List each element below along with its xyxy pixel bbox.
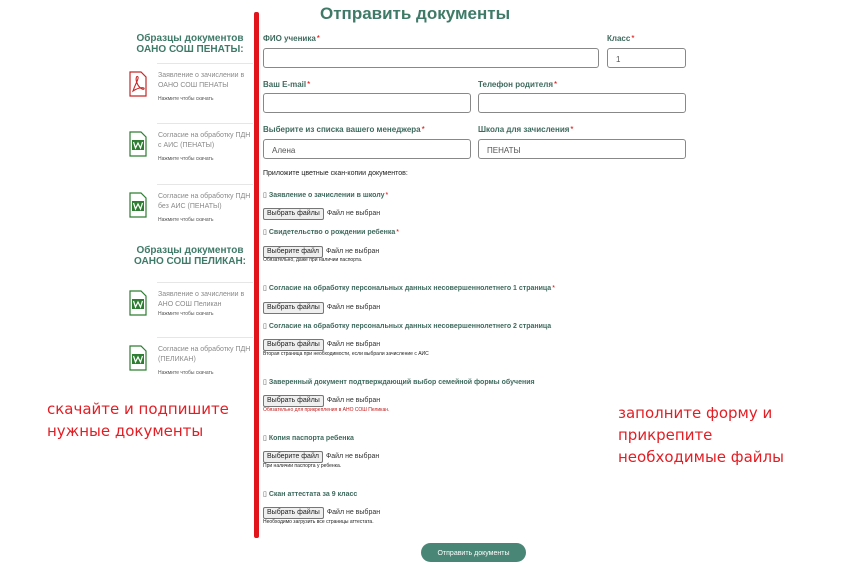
file-input-consent-page-1[interactable] xyxy=(263,299,380,311)
divider xyxy=(157,123,253,124)
paperclip-icon: ▯ xyxy=(263,323,267,330)
no-file-text: Файл не выбран xyxy=(326,210,381,218)
red-divider-annotation xyxy=(254,12,259,538)
paperclip-icon: ▯ xyxy=(263,285,267,292)
manager-select[interactable]: Алена xyxy=(263,139,471,159)
word-icon xyxy=(127,192,149,218)
phone-input[interactable] xyxy=(478,93,686,113)
doc-name: Согласие на обработку ПДН (ПЕЛИКАН) xyxy=(158,346,251,363)
email-input[interactable] xyxy=(263,93,471,113)
doc-name: Согласие на обработку ПДН без АИС (ПЕНАТЫ) xyxy=(158,193,251,210)
word-icon xyxy=(127,131,149,157)
download-hint: Нажмите чтобы скачать xyxy=(158,156,214,162)
class-label: Класс* xyxy=(607,34,635,43)
no-file-text: Файл не выбран xyxy=(326,397,381,405)
upload-label-birth-certificate: ▯ Свидетельство о рождении ребенка* xyxy=(263,229,400,236)
submit-button[interactable]: Отправить документы xyxy=(421,543,526,562)
no-file-text: Файл не выбран xyxy=(325,248,380,256)
word-icon xyxy=(127,290,149,316)
upload-label-consent-page-1: ▯ Согласие на обработку персональных данных несовершеннолетнего 1 страница* xyxy=(263,285,555,292)
school-label: Школа для зачисления* xyxy=(478,125,574,134)
upload-note: При наличии паспорта у ребенка. xyxy=(263,463,342,469)
upload-label-consent-page-2: ▯ Согласие на обработку персональных данных несовершеннолетнего 2 страница xyxy=(263,323,552,330)
upload-label-family-education: ▯ Заверенный документ подтверждающий выбор семейной формы обучения xyxy=(263,379,535,386)
choose-file-button[interactable]: Выберите файл xyxy=(263,451,323,463)
upload-label-application: ▯ Заявление о зачислении в школу* xyxy=(263,192,389,199)
no-file-text: Файл не выбран xyxy=(326,304,381,312)
annotation-download-sign: скачайте и подпишите нужные документы xyxy=(47,400,229,440)
choose-files-button[interactable]: Выбрать файлы xyxy=(263,302,324,314)
no-file-text: Файл не выбран xyxy=(326,509,381,517)
download-hint: Нажмите чтобы скачать xyxy=(158,96,214,102)
pdf-icon xyxy=(127,71,149,97)
file-input-passport-copy[interactable] xyxy=(263,448,379,460)
download-hint: Нажмите чтобы скачать xyxy=(158,370,214,376)
divider xyxy=(157,337,253,338)
doc-name: Заявление о зачислении в АНО СОШ Пеликан xyxy=(158,291,245,308)
choose-files-button[interactable]: Выбрать файлы xyxy=(263,507,324,519)
choose-files-button[interactable]: Выбрать файлы xyxy=(263,395,324,407)
sample-doc-penaty-pdn-no-ais[interactable] xyxy=(125,192,253,248)
class-input[interactable]: 1 xyxy=(607,48,686,68)
doc-name: Согласие на обработку ПДН с АИС (ПЕНАТЫ) xyxy=(158,132,251,149)
manager-label: Выберите из списка вашего менеджера* xyxy=(263,125,425,134)
sample-doc-penaty-application[interactable] xyxy=(125,71,253,127)
paperclip-icon: ▯ xyxy=(263,229,267,236)
divider xyxy=(157,184,253,185)
school-select[interactable]: ПЕНАТЫ xyxy=(478,139,686,159)
file-input-birth-certificate[interactable] xyxy=(263,243,379,255)
download-hint: Нажмите чтобы скачать xyxy=(158,311,214,317)
paperclip-icon: ▯ xyxy=(263,379,267,386)
choose-file-button[interactable]: Выберите файл xyxy=(263,246,323,258)
penaty-samples-heading: Образцы документов ОАНО СОШ ПЕНАТЫ: xyxy=(136,33,244,55)
download-hint: Нажмите чтобы скачать xyxy=(158,217,214,223)
choose-files-button[interactable]: Выбрать файлы xyxy=(263,208,324,220)
page-title: Отправить документы xyxy=(320,4,511,23)
upload-label-certificate-scan: ▯ Скан аттестата за 9 класс xyxy=(263,491,358,498)
sample-doc-pelikan-pdn[interactable] xyxy=(125,345,253,401)
file-input-family-education[interactable] xyxy=(263,392,380,404)
choose-files-button[interactable]: Выбрать файлы xyxy=(263,339,324,351)
no-file-text: Файл не выбран xyxy=(326,341,381,349)
annotation-fill-attach: заполните форму и прикрепите необходимые файлы xyxy=(618,404,784,466)
fio-label: ФИО ученика* xyxy=(263,34,320,43)
doc-name: Заявление о зачислении в ОАНО СОШ ПЕНАТЫ xyxy=(158,72,245,89)
file-input-consent-page-2[interactable] xyxy=(263,336,380,348)
sample-doc-penaty-pdn-ais[interactable] xyxy=(125,131,253,187)
email-label: Ваш E-mail* xyxy=(263,80,311,89)
file-input-application[interactable] xyxy=(263,205,380,217)
divider xyxy=(157,282,253,283)
fio-input[interactable] xyxy=(263,48,599,68)
upload-note: Необходимо загрузить все страницы аттестата. xyxy=(263,519,374,525)
upload-note: Обязательно, даже при наличии паспорта. xyxy=(263,257,363,263)
word-icon xyxy=(127,345,149,371)
pelikan-samples-heading: Образцы документов ОАНО СОШ ПЕЛИКАН: xyxy=(133,245,247,267)
file-input-certificate-scan[interactable] xyxy=(263,504,380,516)
no-file-text: Файл не выбран xyxy=(325,453,380,461)
upload-note: Обязательно для прикрепления в АНО СОШ Пеликан. xyxy=(263,407,390,413)
upload-intro: Приложите цветные скан-копии документов: xyxy=(263,170,408,177)
divider xyxy=(157,63,253,64)
paperclip-icon: ▯ xyxy=(263,192,267,199)
upload-label-passport-copy: ▯ Копия паспорта ребенка xyxy=(263,435,354,442)
paperclip-icon: ▯ xyxy=(263,435,267,442)
upload-note: Вторая страница при необходимости, если выбрали зачисление с АИС xyxy=(263,351,429,357)
phone-label: Телефон родителя* xyxy=(478,80,558,89)
paperclip-icon: ▯ xyxy=(263,491,267,498)
